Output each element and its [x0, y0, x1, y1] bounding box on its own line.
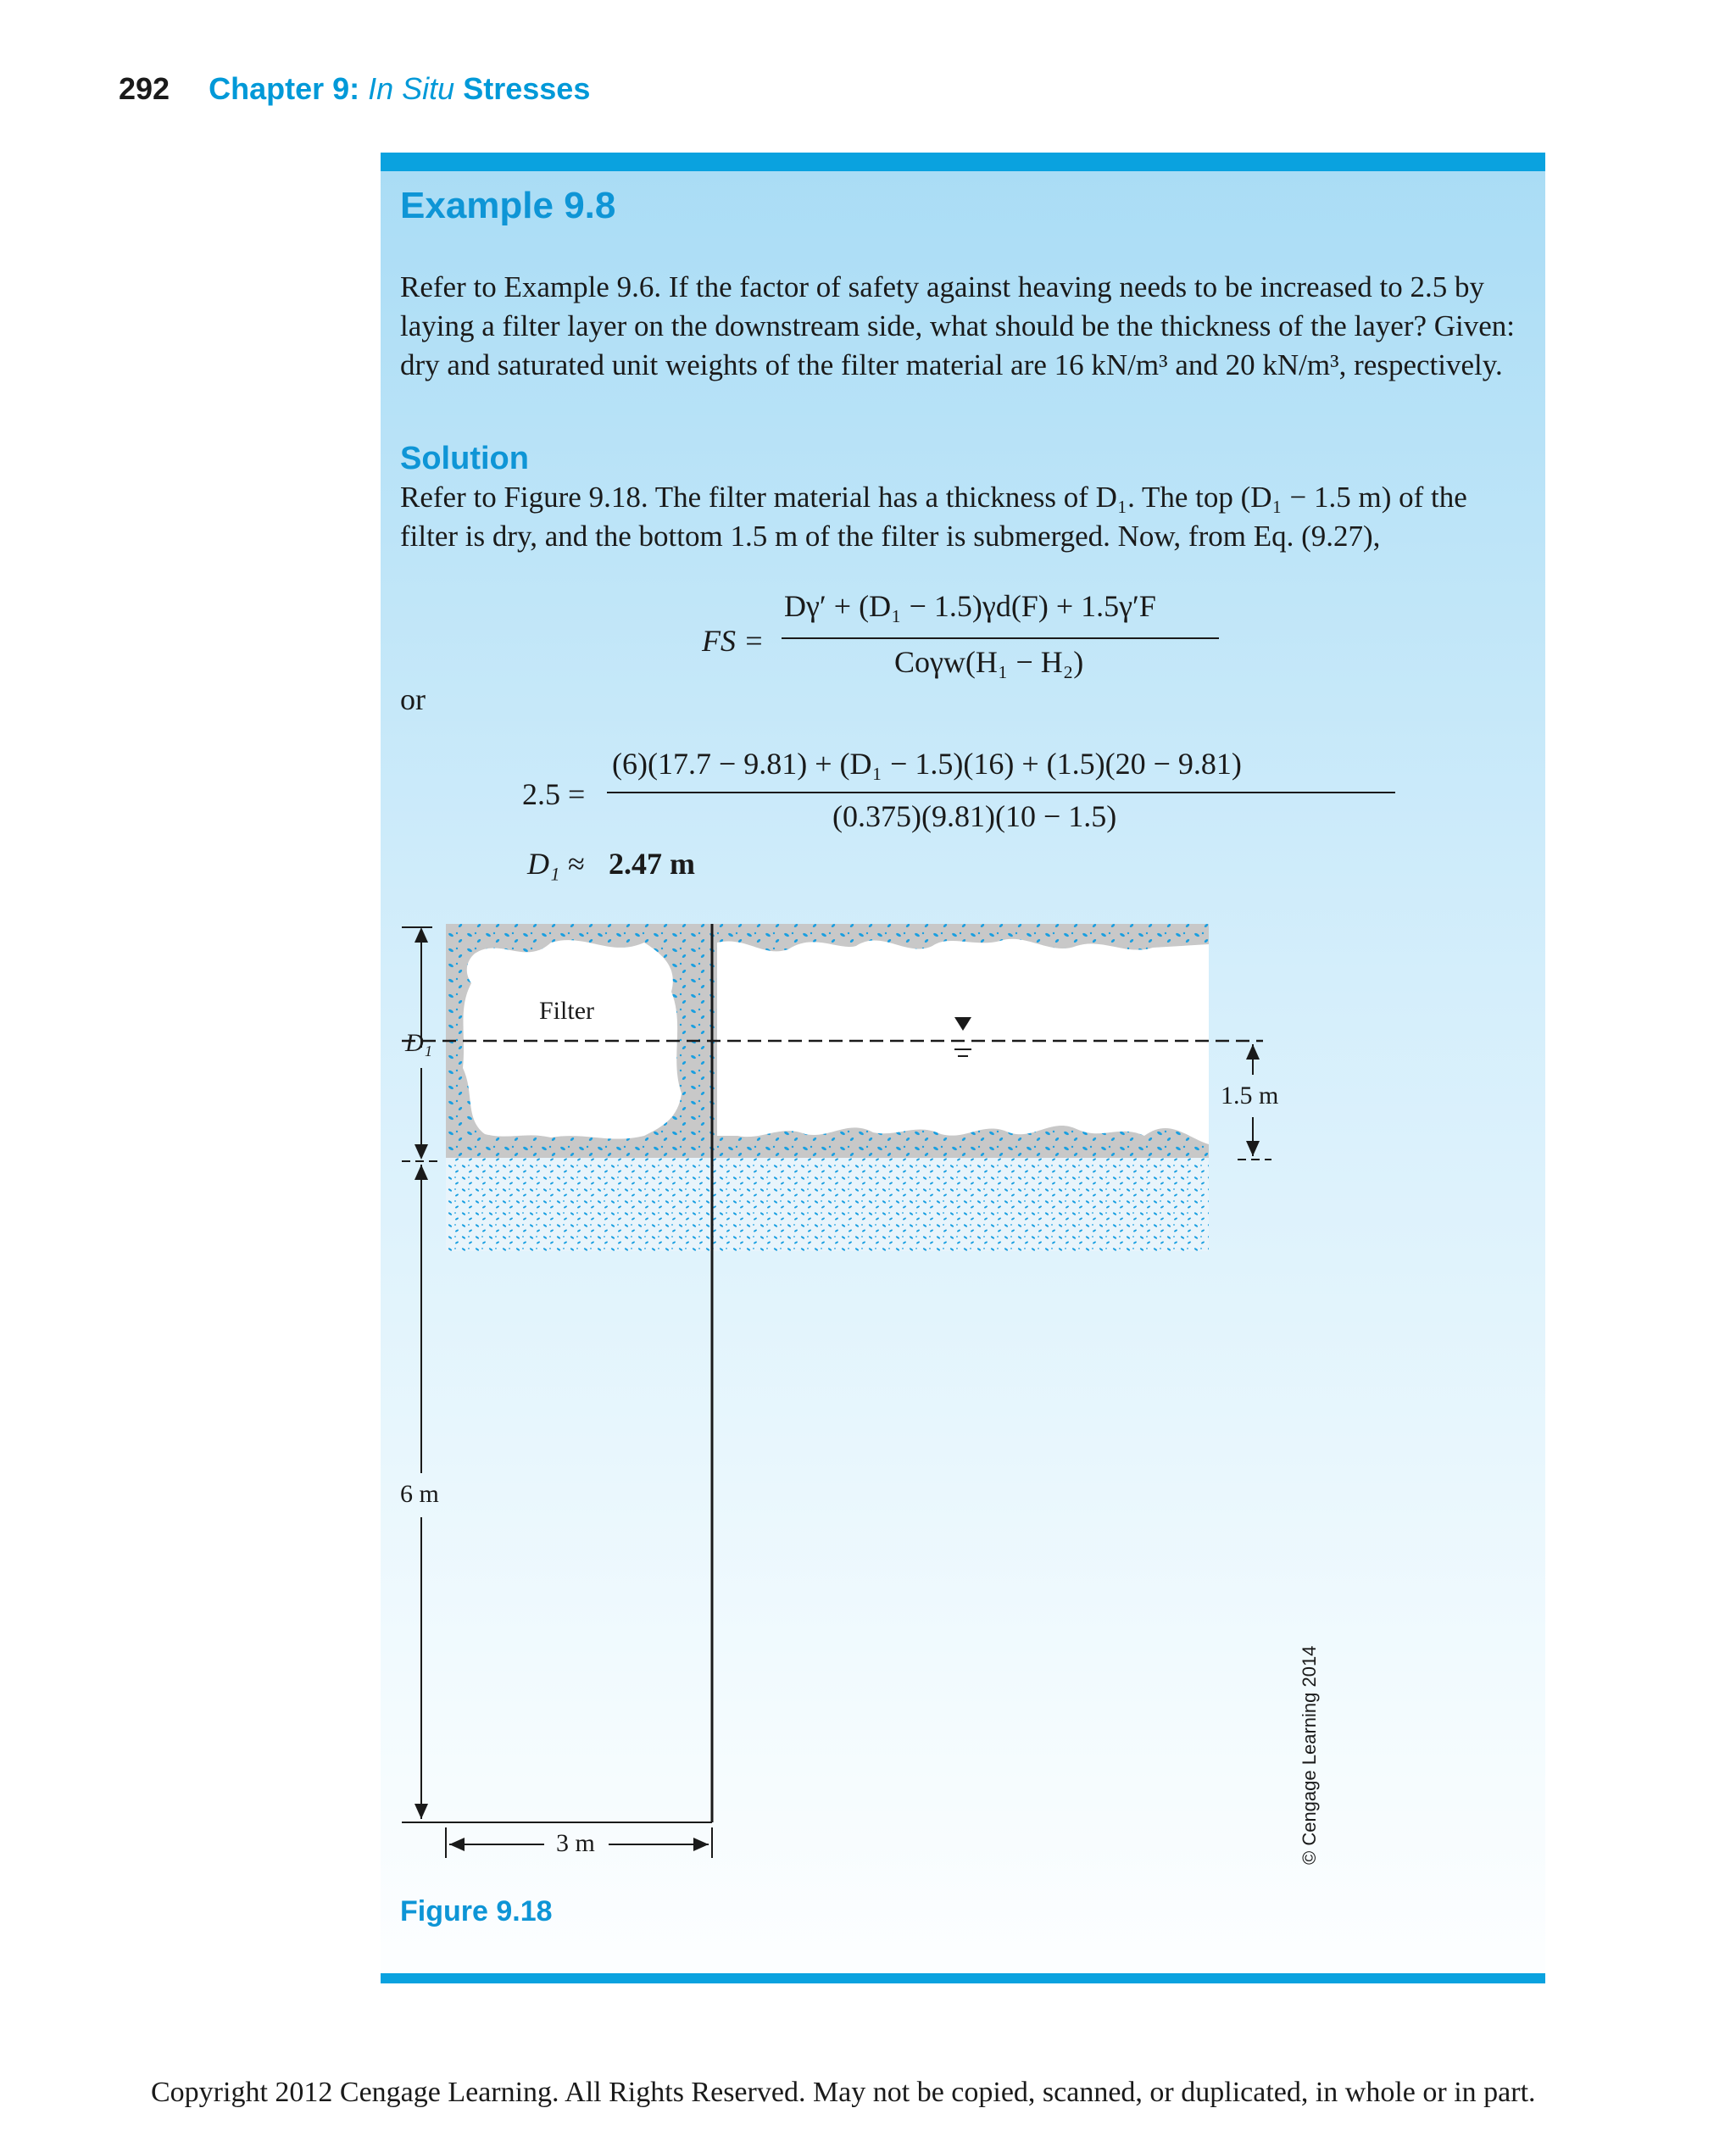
result-lhs: D₁ ≈ — [527, 847, 585, 881]
d1-label: D₁ — [405, 1029, 433, 1057]
eq1-numerator: Dγ′ + (D₁ − 1.5)γd(F) + 1.5γ′F — [784, 589, 1156, 623]
lower-soil — [446, 1158, 1209, 1251]
result-value: 2.47 m — [609, 847, 695, 881]
one-five-m-label: 1.5 m — [1221, 1082, 1279, 1110]
eq1-denominator: Coγw(H₁ − H₂) — [894, 645, 1084, 679]
figure-caption: Figure 9.18 — [400, 1895, 553, 1927]
problem-text: Refer to Example 9.6. If the factor of safety against heaving needs to be increased to 2.5 by laying a filter layer on the downstream side, what should be the thickness of the layer? Given: dry and saturated unit weights of the filter material are 16 kN/m³ and 20 kN/m³, respectively. — [400, 270, 1516, 381]
solution-title: Solution — [400, 441, 529, 476]
figure-credit: © Cengage Learning 2014 — [1299, 1645, 1320, 1865]
chapter-title-italic: In Situ — [368, 71, 455, 106]
eq2-lhs: 2.5 = — [522, 777, 586, 811]
eq2-numerator: (6)(17.7 − 9.81) + (D₁ − 1.5)(16) + (1.5)(20 − 9.81) — [612, 747, 1242, 781]
eq2-denominator: (0.375)(9.81)(10 − 1.5) — [832, 799, 1117, 833]
chapter-label: Chapter 9: — [209, 71, 360, 106]
example-title: Example 9.8 — [400, 185, 616, 226]
page-number: 292 — [119, 71, 170, 106]
six-m-label: 6 m — [400, 1480, 439, 1508]
solution-text: Refer to Figure 9.18. The filter material has a thickness of D₁. The top (D₁ − 1.5 m) of the filter is dry, and the bottom 1.5 m of the filter is submerged. Now, from Eq. (9.27), — [400, 481, 1467, 553]
chapter-title-rest: Stresses — [463, 71, 591, 106]
eq1-lhs: FS = — [702, 624, 765, 658]
or-text: or — [400, 682, 426, 716]
filter-label: Filter — [539, 997, 594, 1025]
three-m-label: 3 m — [556, 1829, 595, 1857]
filter-interior — [463, 940, 682, 1138]
copyright-footer: Copyright 2012 Cengage Learning. All Rights Reserved. May not be copied, scanned, or duplicated, in whole or in part. — [151, 2077, 1536, 2108]
